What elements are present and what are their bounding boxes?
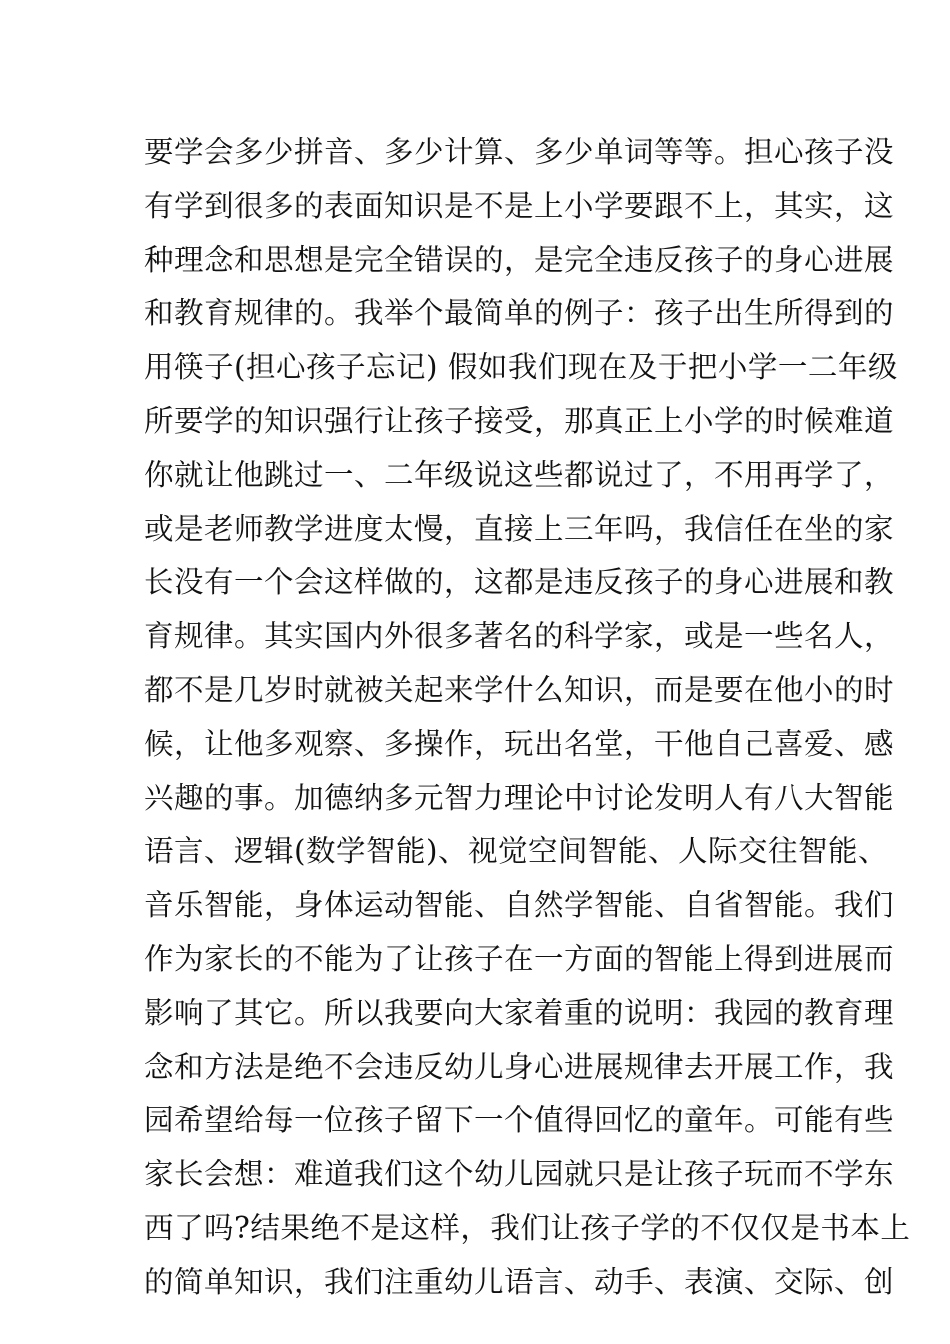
text-line-21: 西了吗?结果绝不是这样，我们让孩子学的不仅仅是书本上 (144, 1210, 911, 1245)
text-line-5: 用筷子(担心孩子忘记) 假如我们现在及于把小学一二年级 (144, 350, 898, 385)
text-line-6: 所要学的知识强行让孩子接受，那真正上小学的时候难道 (144, 403, 895, 438)
text-line-22: 的简单知识，我们注重幼儿语言、动手、表演、交际、创 (144, 1264, 895, 1299)
text-line-15: 音乐智能，身体运动智能、自然学智能、自省智能。我们 (144, 888, 895, 923)
text-line-9: 长没有一个会这样做的，这都是违反孩子的身心进展和教 (144, 565, 895, 600)
text-line-12: 候，让他多观察、多操作，玩出名堂，干他自己喜爱、感 (144, 726, 895, 761)
text-line-1: 要学会多少拼音、多少计算、多少单词等等。担心孩子没 (144, 135, 895, 169)
text-line-7: 你就让他跳过一、二年级说这些都说过了，不用再学了， (144, 457, 895, 492)
text-line-20: 家长会想：难道我们这个幼儿园就只是让孩子玩而不学东 (144, 1157, 895, 1192)
text-line-4: 和教育规律的。我举个最简单的例子：孩子出生所得到的 (144, 296, 895, 331)
text-line-2: 有学到很多的表面知识是不是上小学要跟不上，其实，这 (144, 188, 895, 223)
text-line-13: 兴趣的事。加德纳多元智力理论中讨论发明人有八大智能 (144, 780, 895, 815)
text-line-10: 育规律。其实国内外很多著名的科学家，或是一些名人， (144, 619, 895, 654)
text-line-14: 语言、逻辑(数学智能)、视觉空间智能、人际交往智能、 (144, 834, 889, 869)
text-line-8: 或是老师教学进度太慢，直接上三年吗，我信任在坐的家 (144, 511, 895, 546)
text-line-18: 念和方法是绝不会违反幼儿身心进展规律去开展工作，我 (144, 1049, 895, 1084)
text-line-11: 都不是几岁时就被关起来学什么知识，而是要在他小的时 (144, 672, 895, 707)
text-line-16: 作为家长的不能为了让孩子在一方面的智能上得到进展而 (144, 941, 895, 976)
body-paragraph (144, 126, 911, 1310)
text-line-19: 园希望给每一位孩子留下一个值得回忆的童年。可能有些 (144, 1103, 895, 1138)
text-line-3: 种理念和思想是完全错误的，是完全违反孩子的身心进展 (144, 242, 895, 277)
text-line-17: 影响了其它。所以我要向大家着重的说明：我园的教育理 (144, 995, 895, 1030)
